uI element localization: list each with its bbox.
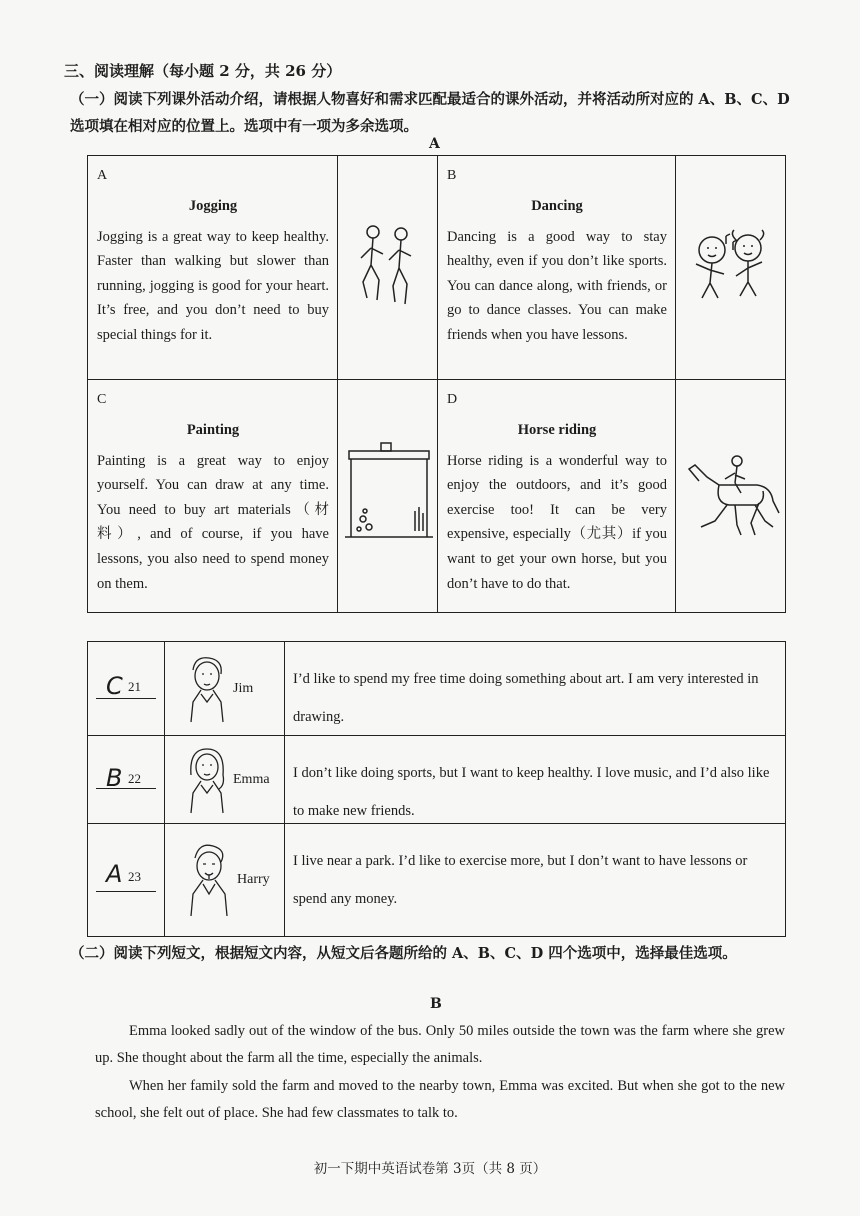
activity-description: Painting is a great way to enjoy yourself. You can draw at any time. You need to buy art materials（材料）, and of course, if you have lessons, you also need to spend money on them. — [97, 452, 329, 592]
activity-title: Dancing — [531, 198, 583, 214]
person-need: I don’t like doing sports, but I want to keep healthy. I love music, and I’d also like to make new friends. — [285, 736, 785, 824]
handwritten-answer: C — [106, 671, 123, 700]
answer-blank-21[interactable] — [88, 642, 165, 736]
activity-letter: B — [447, 168, 457, 183]
activity-title: Jogging — [188, 198, 238, 214]
person-need: I live near a park. I’d like to exercise more, but I don’t want to have lessons or spend any money. — [293, 853, 748, 907]
girl-portrait-icon — [187, 745, 227, 815]
activity-card-d — [438, 380, 676, 612]
activity-description: Jogging is a great way to keep healthy. Faster than walking but slower than running, jogging is good for your heart. It’s free, and you don’t need to buy special things for it. — [97, 228, 329, 343]
activity-letter: C — [97, 392, 107, 407]
activity-picture-c — [338, 380, 438, 612]
activity-card-c — [88, 380, 338, 612]
person-jim — [165, 642, 285, 736]
activity-title: Painting — [186, 422, 240, 438]
question-number: 23 — [128, 868, 141, 884]
joggers-icon — [353, 220, 423, 315]
activity-card-a — [88, 156, 338, 380]
people-table — [87, 641, 786, 937]
handwritten-answer: A — [106, 859, 123, 888]
activity-title: Horse riding — [517, 422, 597, 438]
dancers-icon — [686, 228, 776, 308]
horse-rider-icon — [679, 451, 783, 541]
boy-portrait-icon — [187, 654, 227, 724]
person-emma — [165, 736, 285, 824]
activity-letter: D — [447, 392, 458, 407]
section-heading: 三、阅读理解（每小题 2 分，共 26 分） — [64, 62, 342, 80]
activity-card-b — [438, 156, 676, 380]
passage-paragraph: Emma looked sadly out of the window of the bus. Only 50 miles outside the town was the farm where she grew up. She thought about the farm all the time, especially the animals. — [95, 1023, 785, 1066]
answer-blank-22[interactable] — [88, 736, 165, 824]
part-one-instructions: （一）阅读下列课外活动介绍，请根据人物喜好和需求匹配最适合的课外活动，并将活动所对应的 A、B、C、D 选项填在相对应的位置上。选项中有一项为多余选项。 — [70, 91, 790, 135]
easel-icon — [341, 441, 435, 551]
answer-underline — [96, 698, 156, 699]
person-name: Emma — [233, 771, 270, 787]
answer-blank-23[interactable] — [88, 824, 165, 936]
activity-table — [87, 155, 786, 613]
reading-passage — [95, 1018, 785, 1128]
question-number: 22 — [128, 770, 141, 786]
activity-picture-b — [676, 156, 785, 380]
page-footer: 初一下期中英语试卷第 3页（共 8 页） — [313, 1161, 547, 1177]
activity-letter: A — [97, 168, 108, 183]
part-two-instructions: （二）阅读下列短文，根据短文内容，从短文后各题所给的 A、B、C、D 四个选项中，选择最佳选项。 — [70, 945, 737, 962]
person-need: I’d like to spend my free time doing something about art. I am very interested in drawing. — [285, 642, 785, 736]
activity-picture-d — [676, 380, 785, 612]
answer-underline — [96, 788, 156, 789]
boy-portrait-icon — [187, 842, 231, 918]
passage-label-a: A — [429, 136, 440, 152]
person-harry — [165, 824, 285, 936]
passage-paragraph: When her family sold the farm and moved to the nearby town, Emma was excited. But when she got to the new school, she felt out of place. She had few classmates to talk to. — [95, 1078, 785, 1121]
person-name: Harry — [237, 872, 270, 887]
activity-description: Horse riding is a wonderful way to enjoy the outdoors, and it’s good exercise too! It can be very expensive, especially（尤其）if you want to get your own horse, but you don’t have to do that. — [447, 452, 667, 592]
activity-picture-a — [338, 156, 438, 380]
passage-label-b: B — [430, 996, 442, 1012]
person-name: Jim — [233, 680, 254, 696]
activity-description: Dancing is a good way to stay healthy, even if you don’t like sports. You can dance along, with friends, or go to dance classes. You can make friends when you have lessons. — [447, 228, 667, 343]
answer-underline — [96, 891, 156, 892]
handwritten-answer: B — [106, 763, 123, 792]
question-number: 21 — [128, 679, 141, 695]
